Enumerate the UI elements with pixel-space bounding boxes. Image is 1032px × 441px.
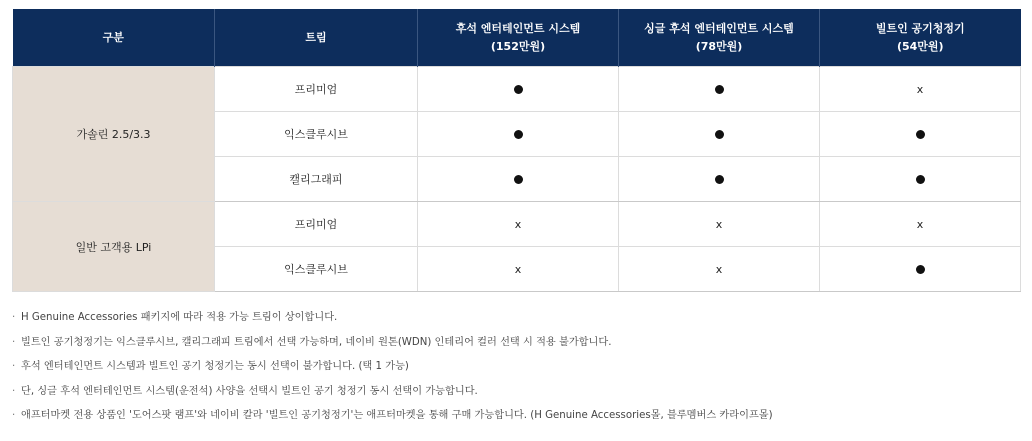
available-dot-icon <box>916 265 925 274</box>
note-item <box>12 404 773 429</box>
availability-cell <box>418 67 619 112</box>
unavailable-x-mark: x <box>916 217 924 231</box>
trim-cell: 프리미엄 <box>215 67 418 112</box>
note-text: 단, 싱글 후석 엔터테인먼트 시스템(운전석) 사양을 선택시 빌트인 공기 청정기 동시 선택이 가능합니다. <box>21 385 478 397</box>
header-air-purifier: 빌트인 공기청정기 (54만원) <box>820 9 1021 67</box>
bullet-icon: · <box>12 410 16 421</box>
table-row <box>13 67 1021 112</box>
note-text: 빌트인 공기청정기는 익스클루시브, 캘리그래피 트림에서 선택 가능하며, 네이비 원톤(WDN) 인테리어 컬러 선택 시 적용 불가합니다. <box>21 336 612 348</box>
table-body <box>13 67 1021 292</box>
note-text: 후석 엔터테인먼트 시스템과 빌트인 공기 청정기는 동시 선택이 불가합니다. (택 1 가능) <box>21 361 409 372</box>
availability-cell <box>820 112 1021 157</box>
unavailable-x-mark: x <box>514 217 522 231</box>
note-item <box>12 306 773 331</box>
available-dot-icon <box>715 175 724 184</box>
trim-cell: 익스클루시브 <box>215 112 418 157</box>
note-text: 애프터마켓 전용 상품인 '도어스팟 램프'와 네이비 칼라 '빌트인 공기청정기'는 애프터마켓을 통해 구매 가능합니다. (H Genuine Accessories몰, 블루멤버스 카라이프몰) <box>21 410 773 421</box>
available-dot-icon <box>916 175 925 184</box>
bullet-icon: · <box>12 336 16 348</box>
unavailable-x-mark: x <box>514 262 522 276</box>
note-item <box>12 380 773 405</box>
group-label: 가솔린 2.5/3.3 <box>13 67 215 202</box>
table-header-row <box>13 9 1021 67</box>
availability-cell <box>820 157 1021 202</box>
available-dot-icon <box>514 130 523 139</box>
availability-cell <box>418 112 619 157</box>
available-dot-icon <box>916 130 925 139</box>
available-dot-icon <box>514 175 523 184</box>
availability-cell <box>418 202 619 247</box>
trim-cell: 익스클루시브 <box>215 247 418 292</box>
availability-cell <box>619 247 820 292</box>
note-item <box>12 331 773 356</box>
table-row <box>13 202 1021 247</box>
group-label: 일반 고객용 LPi <box>13 202 215 292</box>
note-item <box>12 355 773 380</box>
availability-cell <box>619 67 820 112</box>
availability-cell <box>418 157 619 202</box>
header-rear-entertainment: 후석 엔터테인먼트 시스템 (152만원) <box>418 9 619 67</box>
availability-cell <box>820 247 1021 292</box>
availability-cell <box>619 112 820 157</box>
available-dot-icon <box>715 130 724 139</box>
notes-list <box>12 306 773 429</box>
availability-cell <box>619 157 820 202</box>
availability-cell <box>820 67 1021 112</box>
bullet-icon: · <box>12 361 16 372</box>
note-text: H Genuine Accessories 패키지에 따라 적용 가능 트림이 상이합니다. <box>21 312 338 323</box>
unavailable-x-mark: x <box>715 217 723 231</box>
bullet-icon: · <box>12 385 16 397</box>
trim-cell: 캘리그래피 <box>215 157 418 202</box>
header-category: 구분 <box>13 9 215 67</box>
accessory-availability-table <box>12 9 1021 292</box>
available-dot-icon <box>715 85 724 94</box>
availability-cell <box>619 202 820 247</box>
unavailable-x-mark: x <box>916 82 924 96</box>
availability-cell <box>418 247 619 292</box>
bullet-icon: · <box>12 312 16 323</box>
trim-cell: 프리미엄 <box>215 202 418 247</box>
available-dot-icon <box>514 85 523 94</box>
availability-cell <box>820 202 1021 247</box>
unavailable-x-mark: x <box>715 262 723 276</box>
header-trim: 트림 <box>215 9 418 67</box>
header-single-rear-entertainment: 싱글 후석 엔터테인먼트 시스템 (78만원) <box>619 9 820 67</box>
